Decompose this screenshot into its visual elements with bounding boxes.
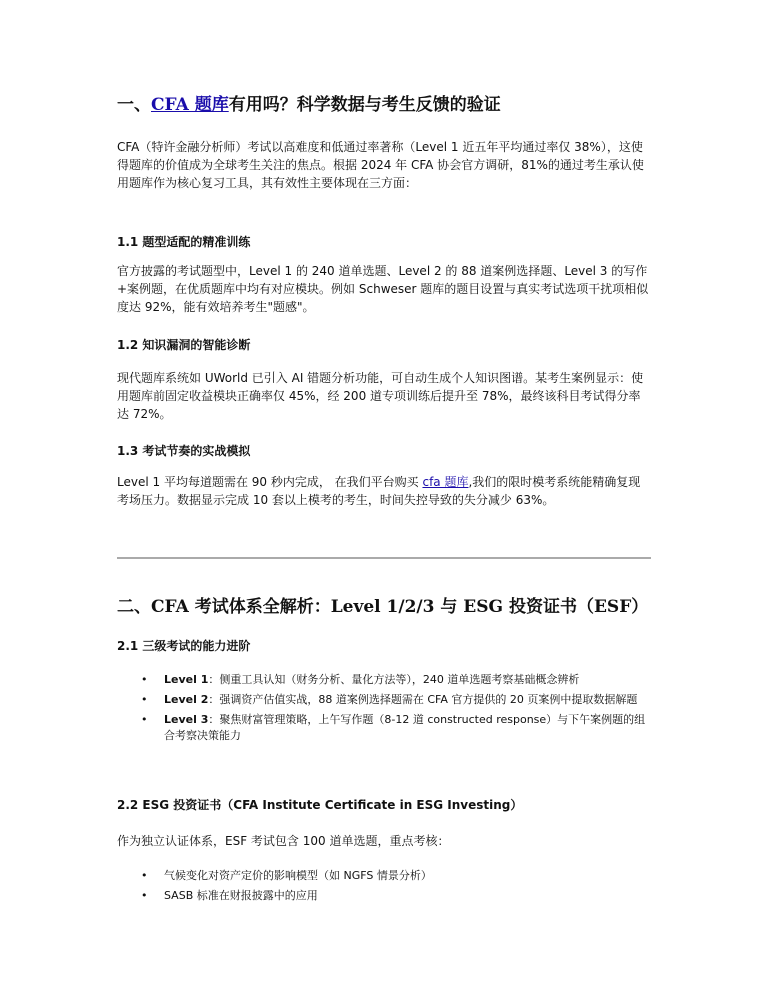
section1-intro: CFA（特许金融分析师）考试以高难度和低通过率著称（Level 1 近五年平均通过率仅 38%），这使得题库的价值成为全球考生关注的焦点。根据 2024 年 CFA 协会官方调研，81%的通过考生承认使用题库作为核心复习工具，其有效性主要体现在三方面： (117, 140, 644, 190)
subsection-1-3-text: Level 1 平均每道题需在 90 秒内完成， 在我们平台购买 cfa 题库,我们的限时模考系统能精确复现考场压力。数据显示完成 10 套以上模考的考生，时间失控导致的失分减少 63%。 (117, 475, 641, 507)
esg-topics-list (117, 868, 651, 908)
list-item: • 气候变化对资产定价的影响模型（如 NGFS 情景分析） (141, 869, 432, 882)
list-item: • Level 3：聚焦财富管理策略，上午写作题（8-12 道 constructed response）与下午案例题的组合考察决策能力 (141, 713, 646, 742)
levels-list (117, 672, 651, 748)
bullet-icon: • (141, 869, 148, 882)
section2-heading: 二、CFA 考试体系全解析：Level 1/2/3 与 ESG 投资证书（ESF） (117, 597, 649, 617)
bullet-icon: • (141, 693, 148, 706)
subsection-2-1-title: 2.1 三级考试的能力进阶 (117, 639, 251, 653)
subsection-1-3-title: 1.3 考试节奏的实战模拟 (117, 444, 251, 458)
bullet-icon: • (141, 713, 148, 726)
bullet-icon: • (141, 673, 148, 686)
cfa-question-bank-link[interactable]: CFA 题库 (151, 95, 229, 115)
section1-heading: 一、CFA 题库有用吗？科学数据与考生反馈的验证 (117, 95, 501, 115)
subsection-1-2-text: 现代题库系统如 UWorld 已引入 AI 错题分析功能，可自动生成个人知识图谱。某考生案例显示：使用题库前固定收益模块正确率仅 45%，经 200 道专项训练后提升至 78%，最终该科目考试得分率达 72%。 (117, 371, 644, 421)
subsection-1-2-title: 1.2 知识漏洞的智能诊断 (117, 338, 251, 352)
list-item: • Level 1：侧重工具认知（财务分析、量化方法等），240 道单选题考察基础概念辨析 (141, 673, 580, 686)
list-item: • Level 2：强调资产估值实战，88 道案例选择题需在 CFA 官方提供的 20 页案例中提取数据解题 (141, 693, 638, 706)
subsection-2-2-text: 作为独立认证体系，ESF 考试包含 100 道单选题，重点考核： (117, 834, 450, 848)
bullet-icon: • (141, 889, 148, 902)
section-divider (117, 557, 651, 559)
list-item: • SASB 标准在财报披露中的应用 (141, 889, 318, 902)
subsection-1-1-text: 官方披露的考试题型中，Level 1 的 240 道单选题、Level 2 的 88 道案例选择题、Level 3 的写作+案例题，在优质题库中均有对应模块。例如 Schweser 题库的题目设置与真实考试选项干扰项相似度达 92%，能有效培养考生"题感"。 (117, 264, 649, 314)
subsection-2-2-title: 2.2 ESG 投资证书（CFA Institute Certificate in ESG Investing） (117, 798, 523, 812)
subsection-1-1-title: 1.1 题型适配的精准训练 (117, 235, 251, 249)
cfa-bank-purchase-link[interactable]: cfa 题库 (422, 475, 469, 489)
